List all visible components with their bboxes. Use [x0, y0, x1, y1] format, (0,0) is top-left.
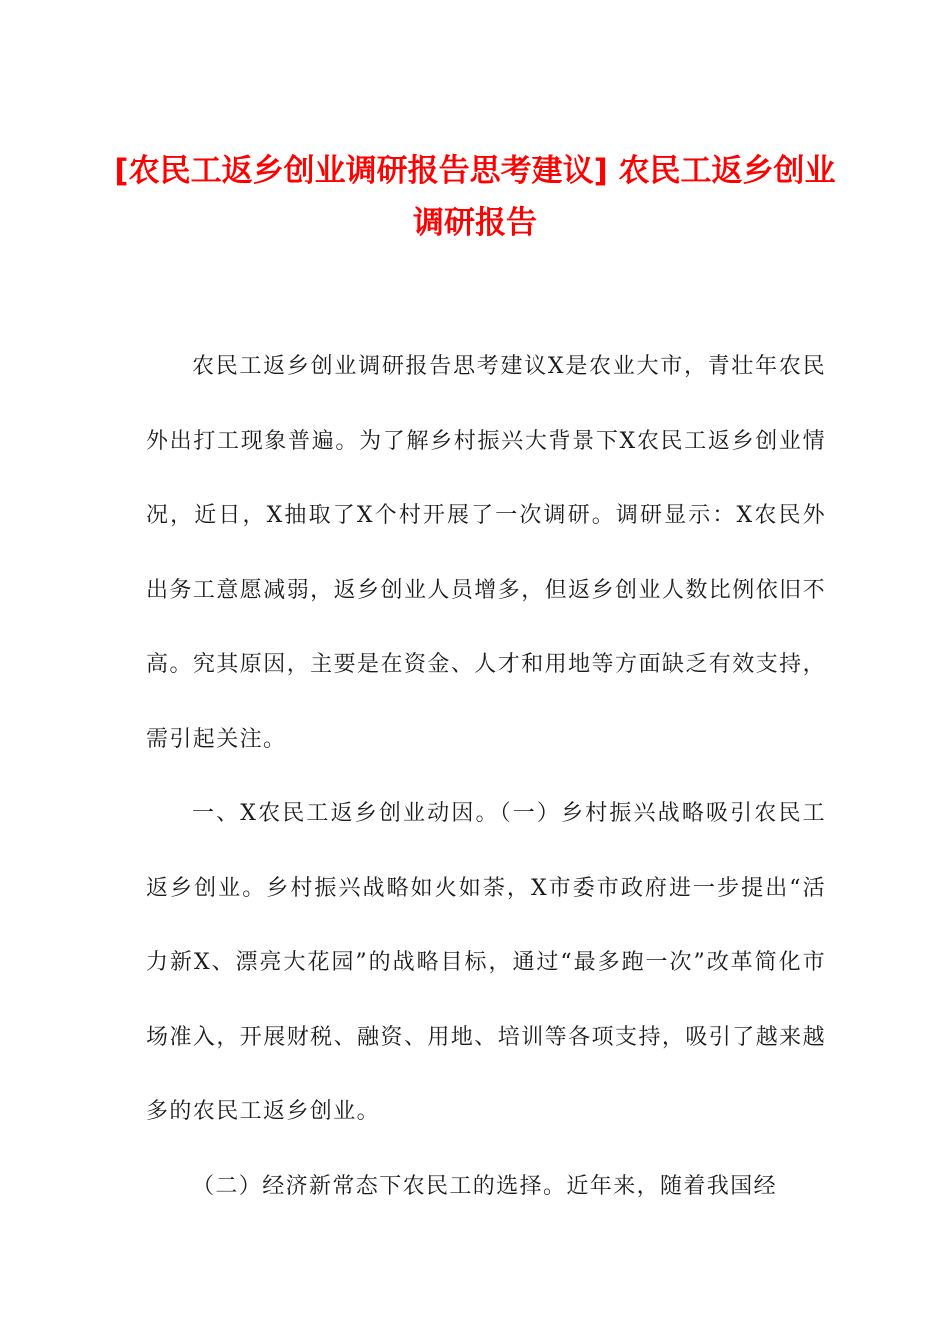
paragraph-section-one: 一、X农民工返乡创业动因。（一）乡村振兴战略吸引农民工返乡创业。乡村振兴战略如火如荼，X市委市政府进一步提出“活力新X、漂亮大花园”的战略目标，通过“最多跑一次”改革简化市场准入，开展财税、融资、用地、培训等各项支持，吸引了越来越多的农民工返乡创业。	[146, 801, 826, 1124]
paragraph-intro: 农民工返乡创业调研报告思考建议X是农业大市，青壮年农民外出打工现象普遍。为了解乡村振兴大背景下X农民工返乡创业情况，近日，X抽取了X个村开展了一次调研。调研显示：X农民外出务工意愿减弱，返乡创业人员增多，但返乡创业人数比例依旧不高。究其原因，主要是在资金、人才和用地等方面缺乏有效支持，需引起关注。	[146, 354, 826, 752]
document-title: [农民工返乡创业调研报告思考建议] 农民工返乡创业调研报告	[114, 153, 836, 241]
paragraph-section-two: （二）经济新常态下农民工的选择。近年来，随着我国经	[192, 1173, 778, 1199]
document-body	[146, 330, 826, 1224]
